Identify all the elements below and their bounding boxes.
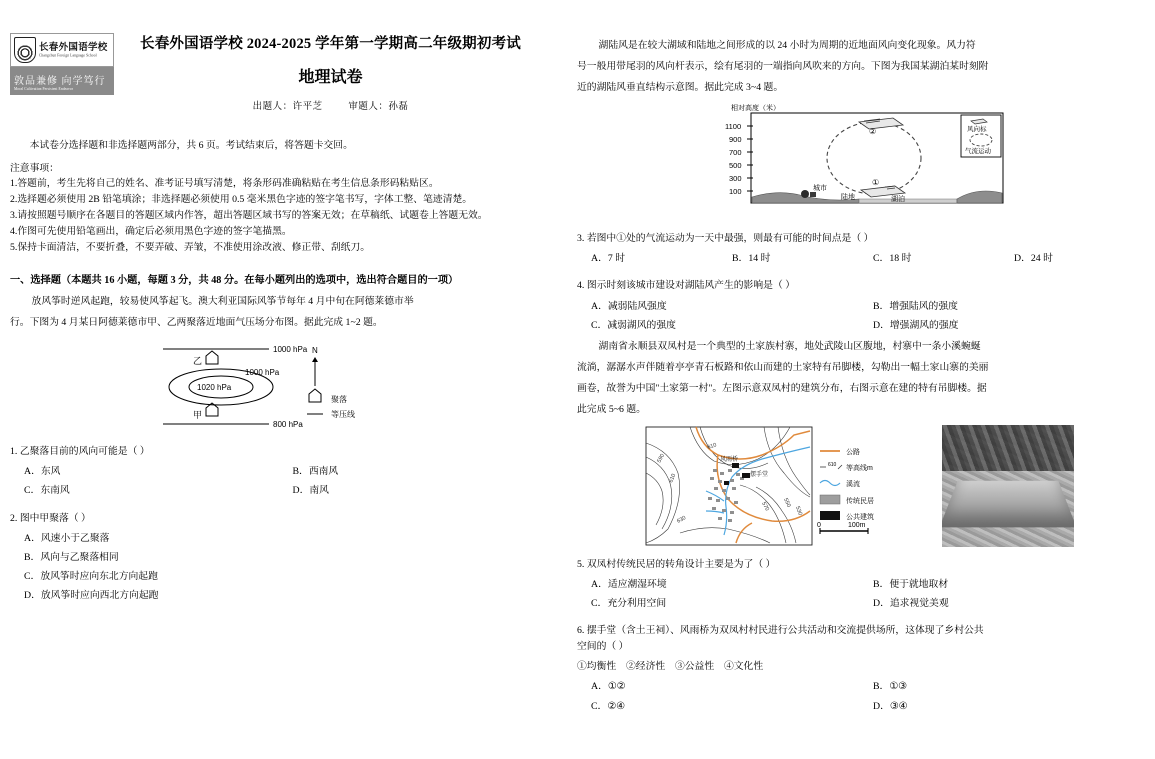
- option-5-a[interactable]: [577, 575, 859, 594]
- option-3-b[interactable]: [718, 249, 859, 268]
- option-text: ③④: [889, 700, 908, 712]
- ytick-900: 900: [729, 134, 742, 144]
- subject-title: 地理试卷: [298, 69, 363, 86]
- svg-text:610: 610: [668, 472, 678, 484]
- scale-max-label: 100m: [848, 521, 866, 529]
- option-letter: B．: [873, 300, 890, 312]
- notice-item: 1.答题前，考生先将自己的姓名、准考证号填写清楚，将条形码准确粘贴在考生信息条形码粘贴区。: [10, 178, 439, 190]
- option-5-d[interactable]: [859, 594, 1141, 613]
- scale-zero-label: 0: [817, 521, 821, 529]
- label-land: 陆地: [841, 193, 855, 201]
- question-1-options: [10, 462, 547, 500]
- option-letter: D．: [1014, 253, 1031, 265]
- option-letter: A．: [591, 579, 608, 591]
- option-text: 18 时: [889, 253, 912, 265]
- question-5-text: 双凤村传统民居的转角设计主要是为了（ ）: [586, 558, 776, 570]
- option-text: 南风: [309, 485, 329, 497]
- school-logo: [10, 33, 114, 95]
- svg-text:570: 570: [760, 500, 770, 512]
- question-3: [577, 231, 1141, 269]
- legend-dwelling-label: 传统民居: [846, 497, 874, 505]
- option-4-b[interactable]: [859, 297, 1141, 316]
- village-map-svg: [644, 425, 934, 547]
- legend-stream-icon: [820, 480, 840, 485]
- passage-3-line-3: 画卷，故誉为中国"土家第一村"。左图示意双凤村的建筑分布，右图示意在建的特有吊脚楼。据: [577, 382, 987, 394]
- school-name-en: Changchun Foreign Language School: [39, 52, 97, 58]
- notice-intro: 本试卷分选择题和非选择题两部分，共 6 页。考试结束后，将答题卡交回。: [29, 140, 353, 151]
- option-letter: D．: [873, 320, 890, 332]
- option-text: 西南风: [308, 466, 339, 478]
- option-text: 风向与乙聚落相同: [40, 552, 119, 564]
- option-text: 放风筝时应向西北方向起跑: [40, 590, 159, 602]
- school-name-cn: 长春外国语学校: [39, 41, 108, 53]
- svg-text:590: 590: [656, 452, 667, 464]
- svg-text:530: 530: [794, 505, 803, 516]
- option-letter: C．: [591, 700, 608, 712]
- option-text: 减弱湖风的强度: [607, 320, 676, 332]
- page-header: [10, 30, 547, 112]
- question-6-text-line-1: 摆手堂（含土王祠）、风雨桥为双凤村村民进行公共活动和交流提供场所，这体现了乡村公共: [586, 625, 984, 637]
- option-2-a[interactable]: [10, 529, 547, 548]
- passage-3-line-4: 此完成 5~6 题。: [577, 403, 646, 415]
- isobar-mid-label: 1000 hPa: [244, 367, 279, 377]
- option-6-d[interactable]: [859, 697, 1141, 716]
- stilted-house-photo: [942, 425, 1074, 547]
- marker-2: ②: [869, 126, 877, 136]
- option-letter: B．: [24, 552, 41, 564]
- village-figure: [577, 425, 1141, 547]
- question-3-number: 3.: [577, 232, 585, 244]
- question-4-stem: [577, 278, 1141, 294]
- option-text: 东风: [40, 466, 61, 478]
- settlement-jia-label: 甲: [192, 409, 202, 420]
- legend-isobar-label: 等压线: [330, 409, 355, 419]
- legend-vane-label: 风向标: [967, 125, 987, 133]
- passage-1-line-1: 放风筝时逆风起跑，较易使风筝起飞。澳大利亚国际风筝节每年 4 月中旬在阿德莱德市举: [31, 295, 414, 307]
- question-4-options: [577, 297, 1141, 335]
- option-letter: D．: [24, 590, 41, 602]
- isobar-diagram-svg: [149, 338, 409, 434]
- option-text: 适应潮湿环境: [607, 579, 667, 591]
- option-letter: A．: [591, 300, 608, 312]
- question-2-number: 2.: [10, 512, 18, 524]
- yaxis-title: 相对高度（米）: [731, 104, 780, 112]
- option-2-b[interactable]: [10, 548, 547, 567]
- option-text: 增强陆风的强度: [889, 300, 958, 312]
- option-text: ①②: [607, 681, 626, 693]
- ytick-300: 300: [729, 173, 742, 183]
- svg-text:610: 610: [706, 441, 718, 451]
- right-column: [567, 0, 1155, 759]
- ytick-500: 500: [729, 160, 742, 170]
- question-1-text: 乙聚落目前的风向可能是（ ）: [19, 445, 150, 457]
- passage-2-line-2: 号一般用带尾羽的风向杆表示，绘有尾羽的一端指向风吹来的方向。下图为我国某湖泊某时刻附: [577, 60, 989, 72]
- question-4: [577, 278, 1141, 335]
- option-4-a[interactable]: [577, 297, 859, 316]
- legend-public-label: 公共建筑: [846, 513, 874, 521]
- page-title: 长春外国语学校 2024-2025 学年第一学期高二年级期初考试: [140, 36, 521, 52]
- option-letter: A．: [24, 466, 41, 478]
- passage-3-line-2: 流淌，潺潺水声伴随着亭亭青石板路和依山而建的土家特有吊脚楼，勾勒出一幅土家山寨的美丽: [577, 362, 989, 373]
- question-2-stem: [10, 511, 547, 527]
- option-letter: C．: [591, 320, 608, 332]
- option-letter: B．: [873, 681, 890, 693]
- ytick-700: 700: [729, 147, 742, 157]
- option-4-d[interactable]: [859, 316, 1141, 335]
- passage-2-line-3: 近的湖陆风垂直结构示意图。据此完成 3~4 题。: [577, 81, 784, 93]
- notice-item: 2.选择题必须使用 2B 铅笔填涂；非选择题必须使用 0.5 毫米黑色字迹的签字笔书写，字体工整、笔迹清楚。: [10, 194, 473, 206]
- option-6-b[interactable]: [859, 677, 1141, 696]
- passage-3-line-1: 湖南省永顺县双凤村是一个典型的土家族村寨，地处武陵山区腹地，村寨中一条小溪蜿蜒: [598, 341, 981, 353]
- option-text: 7 时: [607, 253, 626, 265]
- option-text: 增强湖风的强度: [889, 320, 959, 332]
- option-3-a[interactable]: [577, 249, 718, 268]
- wind-vane-upper-icon: [859, 118, 903, 129]
- option-text: 放风筝时应向东北方向起跑: [40, 571, 158, 583]
- option-text: 减弱陆风强度: [607, 300, 667, 312]
- svg-text:550: 550: [782, 496, 792, 508]
- question-3-options: [577, 249, 1141, 268]
- question-1: [10, 444, 547, 501]
- option-letter: B．: [732, 253, 749, 265]
- option-3-d[interactable]: [1000, 249, 1141, 268]
- ytick-1100: 1100: [725, 121, 742, 131]
- option-letter: A．: [591, 253, 608, 265]
- option-letter: D．: [873, 598, 890, 610]
- question-2-options: [10, 529, 547, 605]
- option-1-c[interactable]: [10, 481, 279, 500]
- motto-en: Moral Cultivation Persistent Endeavor: [14, 86, 74, 91]
- option-letter: B．: [873, 579, 890, 591]
- north-label: N: [311, 345, 318, 355]
- ytick-100: 100: [729, 186, 742, 196]
- notice-item: 4.作图可先使用铅笔画出，确定后必须用黑色字迹的签字笔描黑。: [10, 225, 292, 237]
- question-6-options: [577, 677, 1141, 715]
- byline: [114, 98, 547, 112]
- notice-heading: 注意事项：: [10, 163, 59, 175]
- option-letter: D．: [292, 485, 310, 497]
- isobar-center-label: 1020 hPa: [196, 382, 231, 392]
- question-6: [577, 623, 1141, 715]
- settlement-yi-label: 乙: [192, 355, 202, 366]
- option-text: 风速小于乙聚落: [40, 533, 110, 545]
- question-4-number: 4.: [577, 280, 585, 292]
- left-column: [0, 0, 567, 759]
- section-one-title: 一、选择题（本题共 16 小题，每题 3 分，共 48 分。在每小题列出的选项中，选出符合题目的一项）: [10, 275, 459, 287]
- question-6-choice-items: ①均衡性 ②经济性 ③公益性 ④文化性: [577, 660, 764, 672]
- legend-road-label: 公路: [846, 448, 860, 456]
- option-5-b[interactable]: [859, 575, 1141, 594]
- question-5-stem: [577, 557, 1141, 573]
- legend-dwelling-icon: [820, 495, 840, 504]
- passage-2-line-1: 湖陆风是在较大湖域和陆地之间形成的以 24 小时为周期的近地面风向变化现象。风力符: [598, 40, 976, 51]
- question-3-stem: [577, 231, 1141, 247]
- marker-1: ①: [872, 177, 880, 187]
- option-text: 24 时: [1030, 253, 1053, 265]
- label-baishou-hall: 摆手堂: [750, 471, 769, 478]
- legend-flow-label: 气流运动: [965, 147, 991, 155]
- question-5-options: [577, 575, 1141, 613]
- question-6-stem: [577, 623, 1141, 639]
- isobar-top-label: 1000 hPa: [272, 344, 307, 354]
- legend-contour-label: 等高线m: [846, 464, 873, 472]
- option-3-c[interactable]: [859, 249, 1000, 268]
- option-5-c[interactable]: [577, 594, 859, 613]
- legend-contour-value: 610: [828, 461, 837, 468]
- label-city: 城市: [813, 184, 827, 192]
- question-5-number: 5.: [577, 558, 585, 570]
- isobar-bottom-label: 800 hPa: [272, 419, 303, 429]
- option-2-c[interactable]: [10, 567, 547, 586]
- question-5: [577, 557, 1141, 614]
- logo-names: [39, 43, 108, 58]
- legend-settlement-label: 聚落: [330, 394, 347, 404]
- lake-breeze-diagram-svg: [709, 101, 1009, 221]
- label-lake: 湖泊: [891, 195, 905, 203]
- passage-1-line-2: 行。下图为 4 月某日阿德莱德市甲、乙两聚落近地面气压场分布图。据此完成 1~2 题。: [10, 316, 383, 328]
- option-text: 14 时: [748, 253, 771, 265]
- legend-public-icon: [820, 511, 840, 520]
- question-6-number: 6.: [577, 625, 585, 637]
- question-3-text: 若图中①处的气流运动为一天中最强，则最有可能的时间点是（ ）: [586, 232, 874, 244]
- option-text: 东南风: [40, 485, 70, 497]
- option-6-a[interactable]: [577, 677, 859, 696]
- reviewer-label: 审题人：孙磊: [348, 102, 409, 112]
- option-6-c[interactable]: [577, 697, 859, 716]
- option-letter: C．: [24, 485, 41, 497]
- author-label: 出题人：许平芝: [252, 102, 323, 112]
- logo-crest-row: [10, 33, 114, 67]
- option-text: 充分利用空间: [607, 598, 667, 610]
- option-letter: B．: [292, 466, 309, 478]
- option-letter: C．: [873, 253, 890, 265]
- school-crest-icon: [14, 37, 36, 63]
- isobar-figure: [10, 338, 547, 434]
- question-1-number: 1.: [10, 445, 18, 457]
- option-1-b[interactable]: [279, 462, 548, 481]
- option-letter: C．: [591, 598, 608, 610]
- option-text: ②④: [607, 700, 625, 712]
- title-block: [114, 30, 547, 112]
- option-4-c[interactable]: [577, 316, 859, 335]
- legend-stream-label: 溪流: [846, 480, 860, 488]
- option-text: 便于就地取材: [889, 579, 949, 591]
- lake-breeze-figure: [577, 101, 1141, 221]
- option-1-a[interactable]: [10, 462, 279, 481]
- option-letter: C．: [24, 571, 41, 583]
- option-text: ①③: [889, 681, 907, 693]
- notice-item: 3.请按照题号顺序在各题目的答题区域内作答，超出答题区域书写的答案无效；在草稿纸、试题卷上答题无效。: [10, 209, 488, 221]
- label-fengyu-bridge: 风雨桥: [720, 456, 739, 463]
- question-2-text: 图中甲聚落（ ）: [19, 512, 91, 524]
- svg-text:630: 630: [676, 514, 688, 525]
- option-letter: A．: [591, 681, 608, 693]
- notice-list: [10, 176, 547, 255]
- option-1-d[interactable]: [279, 481, 548, 500]
- question-1-stem: [10, 444, 547, 460]
- question-2: [10, 511, 547, 606]
- question-6-stem-line-2: 空间的（ ）: [577, 641, 629, 653]
- school-motto: [10, 67, 114, 95]
- notice-item: 5.保持卡面清洁，不要折叠，不要弄破、弄皱，不准使用涂改液、修正带、刮纸刀。: [10, 241, 371, 253]
- motto-cn: 敦品兼修 向学笃行: [14, 75, 106, 87]
- option-letter: D．: [873, 700, 890, 712]
- question-4-text: 图示时刻该城市建设对湖陆风产生的影响是（ ）: [586, 280, 795, 292]
- option-text: 追求视觉美观: [889, 598, 949, 610]
- option-letter: A．: [24, 533, 41, 545]
- option-2-d[interactable]: [10, 586, 547, 605]
